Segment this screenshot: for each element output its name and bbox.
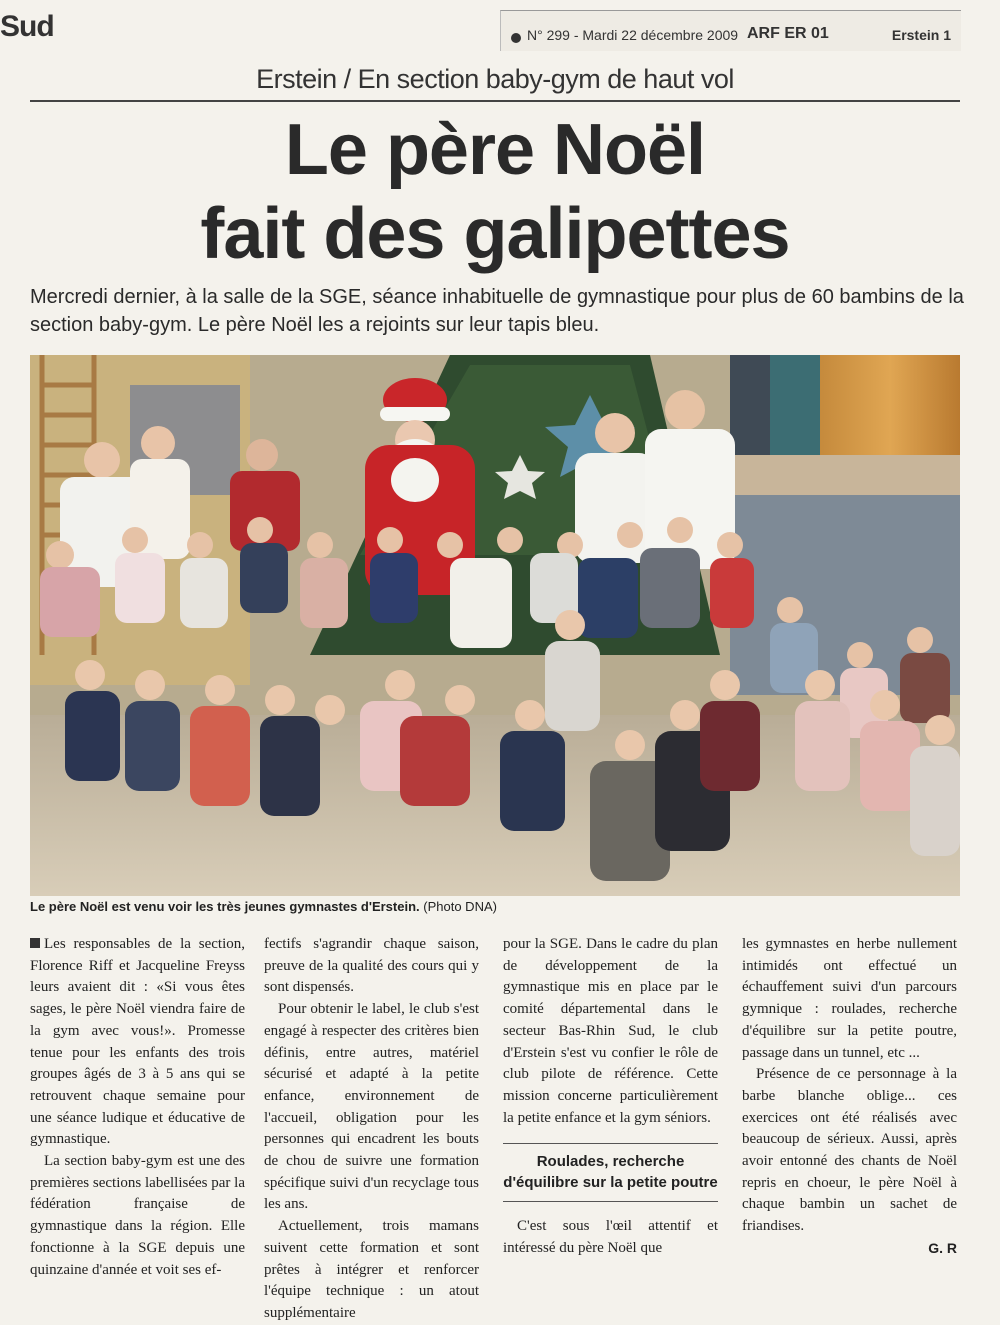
article-lede: Mercredi dernier, à la salle de la SGE, séance inhabituelle de gymnastique pour plus de 60 bambins de la section baby-gym. Le père Noël les a rejoints sur leur tapis bleu. [30,286,964,336]
paragraph: pour la SGE. Dans le cadre du plan de développement de la gymnastique mis en place par le comité départemental dans le secteur Bas-Rhin Sud, le club d'Erstein s'est vu confier le rôle de club pilote de référence. Cette mission concerne particulièrement la petite enfance et la gym séniors. [503,936,718,1126]
photo-caption [30,899,960,914]
group-photo-illustration [30,355,960,896]
group-photo [30,355,960,896]
paragraph: C'est sous l'œil attentif et intéressé du père Noël que [503,1218,718,1257]
article-column-3 [503,934,718,1260]
paragraph [30,934,245,1151]
article-column-2 [264,934,479,1325]
article-column-1 [30,934,245,1281]
issue-info-box [500,10,961,51]
paragraph: Présence de ce personnage à la barbe blanche oblige... ces exercices ont été réalisés avec beaucoup de sérieux. Aussi, après avoir entonné des chants de Noël repris en choeur, le père Noël à chaque bambin un sachet de friandises. [742,1066,957,1235]
paragraph: La section baby-gym est une des premières sections labellisées par la fédération française de gymnastique dans la région. Elle fonctionne à la SGE depuis une quinzaine d'année et voit ses ef- [30,1153,245,1278]
paragraph: Pour obtenir le label, le club s'est engagé à respecter des critères bien définis, entre autres, matériel sécurisé et adapté à la petite enfance, environnement de l'accueil, obligation pour les personnes qui encadrent les bouts de chou de suivre une formation spécifique suivi d'un recyclage tous les ans. [264,1001,479,1213]
paragraph-marker-icon [30,938,40,948]
kicker-divider [30,100,960,102]
article-kicker: Erstein / En section baby-gym de haut vol [256,64,734,94]
photo-caption-text: Le père Noël est venu voir les très jeunes gymnastes d'Erstein. [30,899,420,914]
article-subhead: Roulades, recherche d'équilibre sur la petite poutre [503,1143,718,1202]
bullet-icon [511,33,521,43]
author-signature: G. R [928,1239,957,1256]
article-headline [30,108,960,276]
paragraph: fectifs s'agrandir chaque saison, preuve de la qualité des cours qui y sont dispensés. [264,936,479,996]
edition-code: ARF ER 01 [747,25,829,42]
headline-line-1: Le père Noël [284,110,706,190]
photo-credit: (Photo DNA) [423,899,497,914]
paragraph-text: Les responsables de la section, Florence Riff et Jacqueline Freyss leurs avaient dit : «Si vous êtes sages, le père Noël viendra faire de la gym avec vous!». Promesse tenue pour les enfants des trois groupes âgés de 3 à 5 ans qui se retrouvent chaque semaine pour une séance ludique et éducative de gymnastique. [30,936,245,1148]
page-label: Erstein 1 [891,27,951,43]
paragraph: les gymnastes en herbe nullement intimidés ont effectué un échauffement suivi d'un parcours gymnique : roulades, recherche d'équilibre sur la petite poutre, passage dans un tunnel, etc ... [742,936,957,1061]
article-column-4 [742,934,957,1260]
section-label: Sud [0,10,54,43]
paragraph: Actuellement, trois mamans suivent cette formation et sont prêtes à intégrer et renforcer l'équipe technique : un atout supplémentaire [264,1218,479,1321]
headline-line-2: fait des galipettes [200,194,790,274]
page-header [0,0,1000,58]
issue-date: N° 299 - Mardi 22 décembre 2009 [527,27,739,43]
